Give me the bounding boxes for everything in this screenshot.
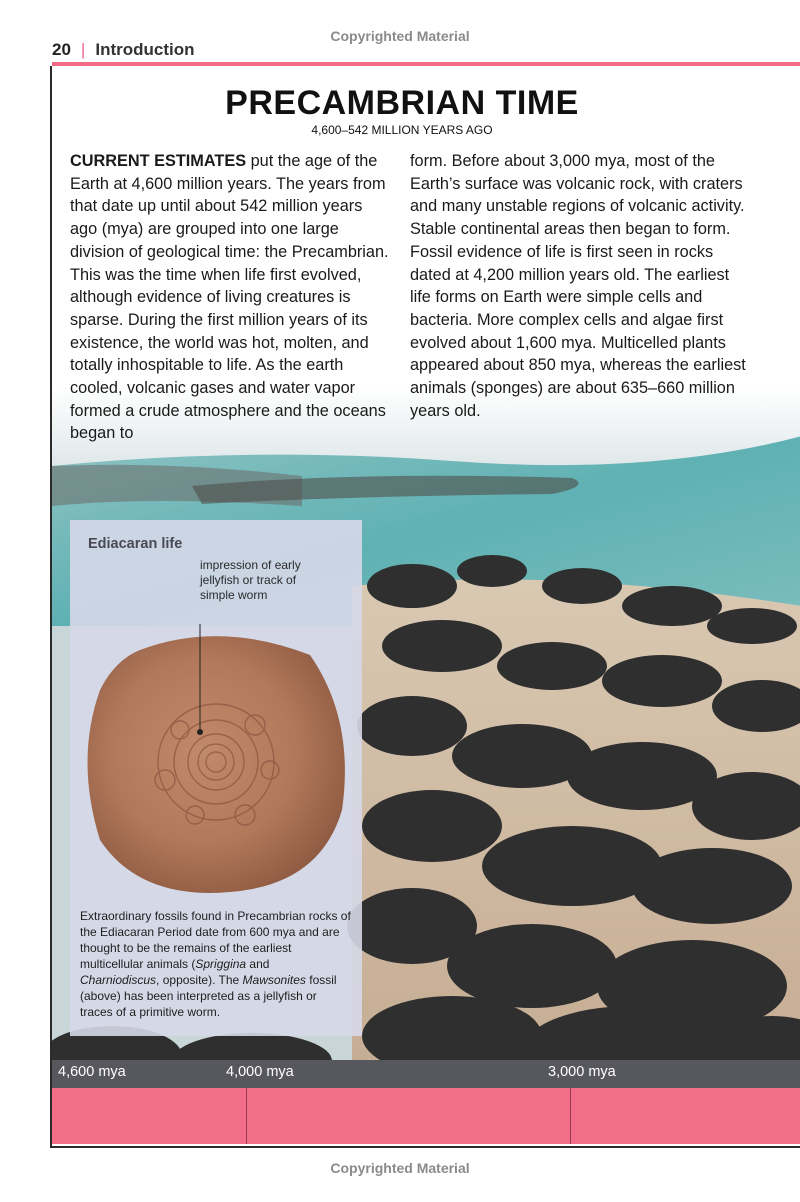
lead-in: CURRENT ESTIMATES (70, 152, 247, 170)
timeline-label: 4,000 mya (226, 1064, 294, 1080)
timeline-label: 3,000 mya (548, 1064, 616, 1080)
timeline-bar (52, 1060, 800, 1088)
article-subtitle: 4,600–542 MILLION YEARS AGO (311, 123, 493, 137)
caption-text: and (246, 957, 270, 971)
species-name: Charniodiscus (80, 973, 157, 987)
caption-text: fossil (above) has been interpreted as a jellyfish or traces of a primitive worm. (80, 973, 337, 1019)
page-frame (50, 66, 800, 1148)
timeline-label: 4,600 mya (58, 1064, 126, 1080)
timeline-divider (570, 1088, 571, 1144)
timeline-cells (52, 1088, 800, 1144)
copyright-notice-top: Copyrighted Material (330, 28, 470, 44)
page-number: 20 (52, 40, 71, 59)
caption-text: , opposite). The (156, 973, 243, 987)
copyright-notice-bottom: Copyrighted Material (330, 1160, 470, 1176)
running-head (52, 40, 195, 60)
caption-text: Extraordinary fossils found in Precambrian rocks of the Ediacaran Period date from 600 mya and are thought to be the remains of the earliest multicellular animals ( (80, 909, 351, 971)
ediacaran-panel (70, 520, 362, 1036)
body-column-right (410, 150, 750, 422)
body-text-right: form. Before about 3,000 mya, most of the Earth’s surface was volcanic rock, with craters and many unstable regions of volcanic activity. Stable continental areas then began to form. Fossil evidence of life is first seen in rocks dated at 4,200 million years old. The earliest life forms on Earth were simple cells and bacteria. More complex cells and algae first evolved about 1,600 mya. Multicelled plants appeared about 850 mya, whereas the earliest animals (sponges) are about 635–660 million years old. (410, 152, 746, 420)
panel-caption (80, 908, 352, 1020)
panel-title: Ediacaran life (88, 536, 183, 552)
body-column-left (70, 150, 390, 445)
timeline-divider (246, 1088, 247, 1144)
header-separator: | (80, 40, 86, 59)
species-name: Mawsonites (242, 973, 306, 987)
species-name: Spriggina (195, 957, 247, 971)
fossil-image (70, 610, 362, 900)
body-text-left: put the age of the Earth at 4,600 million years. The years from that date up until about 542 million years ago (mya) are grouped into one large division of geological time: the Precambrian. This was the time when life first evolved, although evidence of living creatures is sparse. During the first million years of its existence, the world was hot, molten, and totally inhospitable to life. As the earth cooled, volcanic gases and water vapor formed a crude atmosphere and the oceans began to (70, 152, 389, 443)
article-title: PRECAMBRIAN TIME (225, 84, 579, 122)
section-name: Introduction (95, 40, 195, 59)
fossil-callout: impression of early jellyfish or track of simple worm (200, 558, 301, 602)
